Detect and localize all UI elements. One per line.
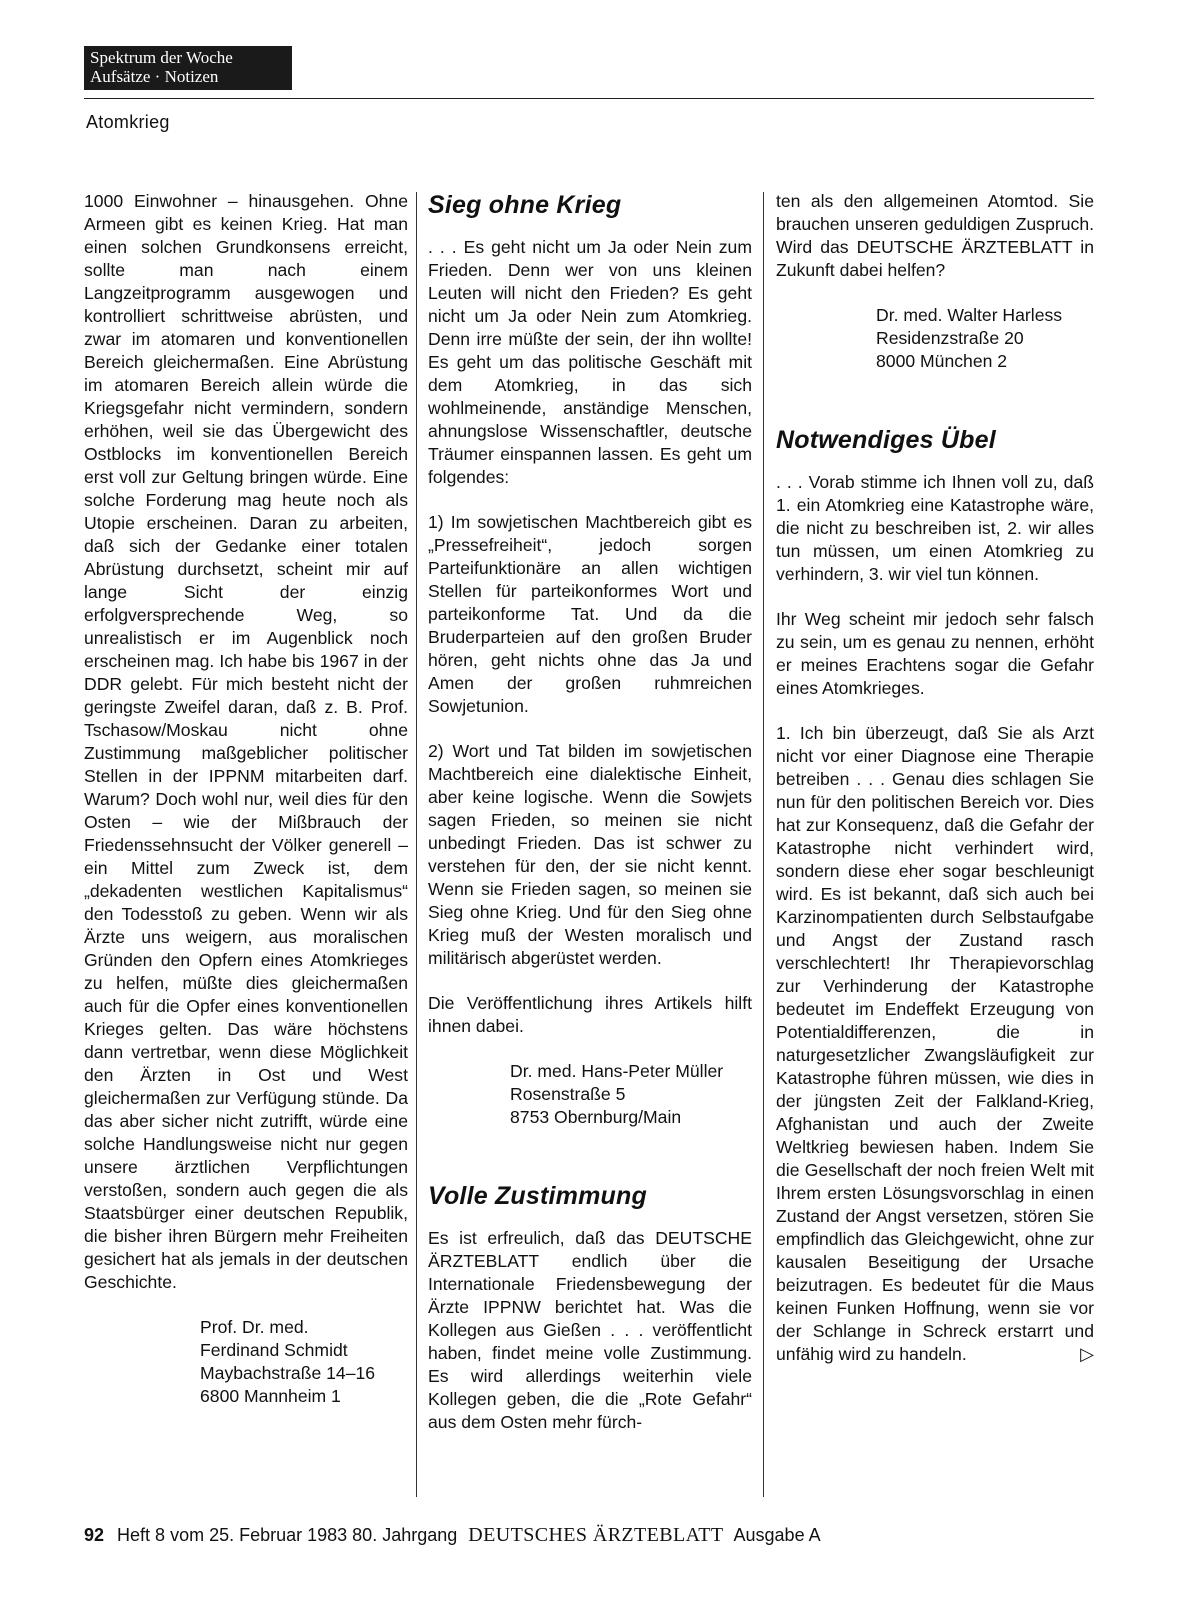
letter-paragraph: 1. Ich bin überzeugt, daß Sie als Arzt nicht vor einer Diagnose eine Therapie betreiben . . . Genau dies schlagen Sie nun für den politischen Bereich vor. Dies hat zur Konsequenz, daß die Gefahr der Katastrophe nicht verhindert wird, sondern diese eher sogar beschleunigt wird. Es ist bekannt, daß sich auch bei Karzinompatienten durch Selbstaufgabe und Angst der Zustand rasch verschlechtert! Ihr Therapievorschlag zur Verhinderung der Katastrophe bedeutet im Endeffekt Erzeugung von Potentialdifferenzen, die in naturgesetzlicher Zwangsläufigkeit zur Katastrophe führen müssen, wie dies in der jüngsten Zeit der Falkland-Krieg, Afghanistan und auch der Zweite Weltkrieg bewiesen haben. Indem Sie die Gesellschaft der noch freien Welt mit Ihrem ersten Lösungsvorschlag in einen Zustand der Angst versetzen, stören Sie empfindlich das Gleichgewicht, ohne zur kausalen Beseitigung der Ursache beizutragen. Es bedeutet für die Maus keinen Funken Hoffnung, wenn sie vor der Schlange in Schreck erstarrt und unfähig wird zu handeln. bbox=[776, 723, 1094, 1364]
article-heading: Sieg ohne Krieg bbox=[428, 191, 622, 219]
letter-paragraph: . . . Es geht nicht um Ja oder Nein zum Frieden. Denn wer von uns kleinen Leuten will nicht den Frieden? Es geht nicht um Ja oder Nein zum Atomkrieg. Denn irre müßte der sein, der ihn wollte! Es geht um das politische Geschäft mit dem Atomkrieg, in das sich wohlmeinende, anständige Menschen, ahnungslose Wissenschaftler, deutsche Träumer einspannen lassen. Es geht um folgendes: bbox=[428, 237, 752, 487]
signature-line: Residenzstraße 20 bbox=[876, 328, 1024, 348]
letter-paragraph: ten als den allgemeinen Atomtod. Sie brauchen unseren geduldigen Zuspruch. Wird das DEUTSCHE ÄRZTEBLATT in Zukunft dabei helfen? bbox=[776, 191, 1094, 280]
magazine-name: DEUTSCHES ÄRZTEBLATT bbox=[468, 1524, 724, 1546]
section-label: Atomkrieg bbox=[86, 112, 170, 132]
author-signature bbox=[776, 304, 1094, 373]
signature-line: Prof. Dr. med. bbox=[200, 1317, 309, 1337]
letter-paragraph: 2) Wort und Tat bilden im sowjetischen Machtbereich eine dialektische Einheit, aber keine logische. Wenn die Sowjets sagen Frieden, so meinen sie nicht unbedingt Frieden. Das ist schwer zu verstehen für den, der sie nicht kennt. Wenn sie Frieden sagen, so meinen sie Sieg ohne Krieg. Und für den Sieg ohne Krieg muß der Westen moralisch und militärisch abgerüstet werden. bbox=[428, 741, 752, 968]
article-heading: Notwendiges Übel bbox=[776, 426, 996, 454]
page-number: 92 bbox=[84, 1525, 105, 1545]
letter-paragraph: 1) Im sowjetischen Machtbereich gibt es „Pressefreiheit“, jedoch sorgen Parteifunktionäre an allen wichtigen Stellen für parteikonformes Wort und parteikonforme Tat. Und da die Bruderparteien auf den großen Bruder hören, geht nichts ohne das Ja und Amen der großen ruhmreichen Sowjetunion. bbox=[428, 512, 752, 716]
column-divider-1 bbox=[416, 192, 417, 1497]
signature-line: Rosenstraße 5 bbox=[510, 1084, 626, 1104]
column-3 bbox=[776, 190, 1094, 1366]
article-heading: Volle Zustimmung bbox=[428, 1182, 647, 1210]
column-2 bbox=[428, 190, 752, 1434]
signature-line: 6800 Mannheim 1 bbox=[200, 1386, 341, 1406]
column-divider-2 bbox=[763, 192, 764, 1497]
letter-paragraph: Ihr Weg scheint mir jedoch sehr falsch zu sein, um es genau zu nennen, erhöht er meines Erachtens sogar die Gefahr eines Atomkrieges. bbox=[776, 609, 1094, 698]
letter-paragraph: 1000 Einwohner – hinausgehen. Ohne Armeen gibt es keinen Krieg. Hat man einen solchen Grundkonsens erreicht, sollte man nach einem Langzeitprogramm ausgewogen und kontrolliert schrittweise abrüsten, und zwar im atomaren und konventionellen Bereich gleichermaßen. Eine Abrüstung im atomaren Bereich allein würde die Kriegsgefahr nicht vermindern, sondern erhöhen, weil sie das Übergewicht des Ostblocks im konventionellen Bereich erst voll zur Geltung bringen würde. Eine solche Forderung mag heute noch als Utopie erscheinen. Daran zu arbeiten, daß sich der Gedanke einer totalen Abrüstung durchsetzt, scheint mir auf lange Sicht der einzig erfolgversprechende Weg, so unrealistisch er im Augenblick noch erscheinen mag. Ich habe bis 1967 in der DDR gelebt. Für mich besteht nicht der geringste Zweifel daran, daß z. B. Prof. Tschasow/Moskau nicht ohne Zustimmung maßgeblicher politischer Stellen in der IPPNM mitarbeiten darf. Warum? Doch wohl nur, weil dies für den Osten – wie der Mißbrauch der Friedenssehnsucht der Völker generell – ein Mittel zum Zweck ist, dem „dekadenten westlichen Kapitalismus“ den Todesstoß zu geben. Wenn wir als Ärzte uns weigern, aus moralischen Gründen den Opfern eines Atomkrieges zu helfen, müßte dies gleichermaßen auch für die Opfer eines konventionellen Krieges gelten. Das wäre höchstens dann vertretbar, wenn diese Möglichkeit den Ärzten in Ost und West gleichermaßen zur Verfügung stünde. Da das aber sicher nicht zutrifft, würde eine solche Handlungsweise nicht nur gegen unsere ärztlichen Verpflichtungen verstoßen, sondern auch gegen die als Staatsbürger einer deutschen Republik, die bisher ihren Bürgern mehr Freiheiten gesichert hat als jemals in der deutschen Geschichte. bbox=[84, 191, 408, 1292]
author-signature bbox=[428, 1060, 752, 1129]
header-rule bbox=[84, 98, 1094, 99]
signature-line: Maybachstraße 14–16 bbox=[200, 1363, 376, 1383]
signature-line: Dr. med. Hans-Peter Müller bbox=[510, 1061, 724, 1081]
letter-paragraph: Es ist erfreulich, daß das DEUTSCHE ÄRZTEBLATT endlich über die Internationale Friedensbewegung der Ärzte IPPNW berichtet hat. Was die Kollegen aus Gießen . . . veröffentlicht haben, findet meine volle Zustimmung. Es wird allerdings weiterhin viele Kollegen geben, die die „Rote Gefahr“ aus dem Osten mehr fürch- bbox=[428, 1228, 752, 1432]
column-1 bbox=[84, 190, 408, 1408]
author-signature bbox=[84, 1316, 408, 1408]
header-box-line2: Aufsätze · Notizen bbox=[90, 67, 219, 86]
issue-info: Heft 8 vom 25. Februar 1983 80. Jahrgang bbox=[117, 1525, 458, 1545]
section-header-box bbox=[84, 46, 292, 90]
signature-line: Dr. med. Walter Harless bbox=[876, 305, 1063, 325]
signature-line: 8000 München 2 bbox=[876, 351, 1008, 371]
signature-line: 8753 Obernburg/Main bbox=[510, 1107, 682, 1127]
letter-paragraph: . . . Vorab stimme ich Ihnen voll zu, daß 1. ein Atomkrieg eine Katastrophe wäre, die nicht zu beschreiben ist, 2. wir alles tun müssen, um einen Atomkrieg zu verhindern, 3. wir viel tun können. bbox=[776, 472, 1094, 584]
signature-line: Ferdinand Schmidt bbox=[200, 1340, 348, 1360]
header-box-line1: Spektrum der Woche bbox=[90, 48, 233, 67]
page-footer bbox=[84, 1524, 1094, 1547]
edition-label: Ausgabe A bbox=[733, 1525, 821, 1545]
continue-arrow-icon: ▷ bbox=[1080, 1344, 1094, 1364]
letter-paragraph: Die Veröffentlichung ihres Artikels hilft ihnen dabei. bbox=[428, 993, 752, 1036]
